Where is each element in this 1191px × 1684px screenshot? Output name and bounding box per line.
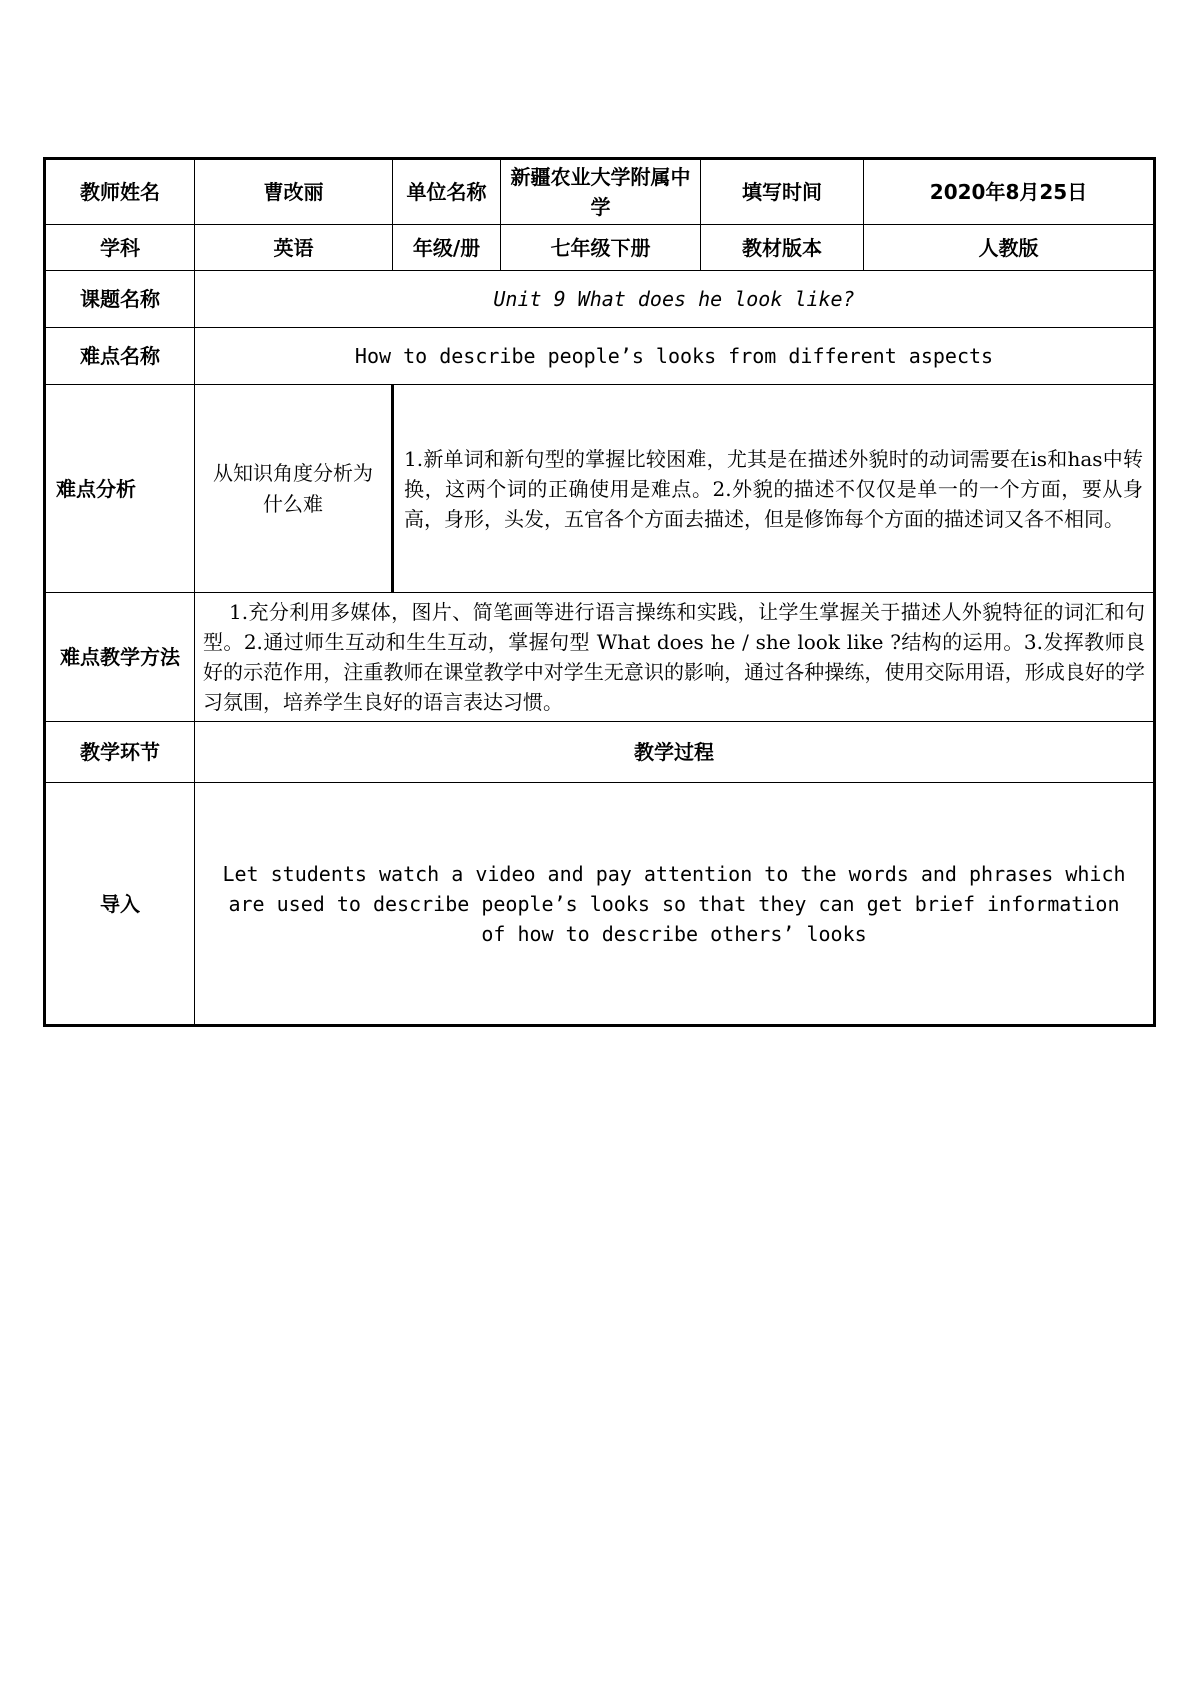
header-row-2 xyxy=(45,225,1155,271)
method-label: 难点教学方法 xyxy=(45,593,195,722)
lesson-plan-form xyxy=(43,157,1153,1027)
topic-value: Unit 9 What does he look like? xyxy=(195,271,1155,328)
intro-label: 导入 xyxy=(45,783,195,1026)
date-value: 2020年8月25日 xyxy=(864,159,1155,225)
grade-value: 七年级下册 xyxy=(501,225,701,271)
header-row-1 xyxy=(45,159,1155,225)
edition-value: 人教版 xyxy=(864,225,1155,271)
analysis-sub-label: 从知识角度分析为什么难 xyxy=(195,385,393,593)
topic-label: 课题名称 xyxy=(45,271,195,328)
unit-value: 新疆农业大学附属中学 xyxy=(501,159,701,225)
teacher-label: 教师姓名 xyxy=(45,159,195,225)
edition-label: 教材版本 xyxy=(701,225,864,271)
lesson-plan-table xyxy=(43,157,1156,1027)
method-row xyxy=(45,593,1155,722)
difficulty-value: How to describe people’s looks from different aspects xyxy=(195,328,1155,385)
analysis-row xyxy=(45,385,1155,593)
difficulty-row xyxy=(45,328,1155,385)
intro-text: Let students watch a video and pay attention to the words and phrases which are used to describe people’s looks so that they can get brief information of how to describe others’ looks xyxy=(195,783,1155,1026)
unit-label: 单位名称 xyxy=(393,159,501,225)
topic-row xyxy=(45,271,1155,328)
process-value: 教学过程 xyxy=(195,722,1155,783)
teacher-value: 曹改丽 xyxy=(195,159,393,225)
process-row xyxy=(45,722,1155,783)
method-text: 1.充分利用多媒体，图片、简笔画等进行语言操练和实践，让学生掌握关于描述人外貌特征的词汇和句型。2.通过师生互动和生生互动，掌握句型 What does he / she look like ?结构的运用。3.发挥教师良好的示范作用，注重教师在课堂教学中对学生无意识的影响，通过各种操练，使用交际用语，形成良好的学习氛围，培养学生良好的语言表达习惯。 xyxy=(195,593,1155,722)
subject-label: 学科 xyxy=(45,225,195,271)
difficulty-label: 难点名称 xyxy=(45,328,195,385)
analysis-label: 难点分析 xyxy=(45,385,195,593)
process-label: 教学环节 xyxy=(45,722,195,783)
date-label: 填写时间 xyxy=(701,159,864,225)
analysis-text: 1.新单词和新句型的掌握比较困难，尤其是在描述外貌时的动词需要在is和has中转换，这两个词的正确使用是难点。2.外貌的描述不仅仅是单一的一个方面，要从身高，身形，头发，五官各个方面去描述，但是修饰每个方面的描述词又各不相同。 xyxy=(393,385,1155,593)
grade-label: 年级/册 xyxy=(393,225,501,271)
intro-row xyxy=(45,783,1155,1026)
subject-value: 英语 xyxy=(195,225,393,271)
